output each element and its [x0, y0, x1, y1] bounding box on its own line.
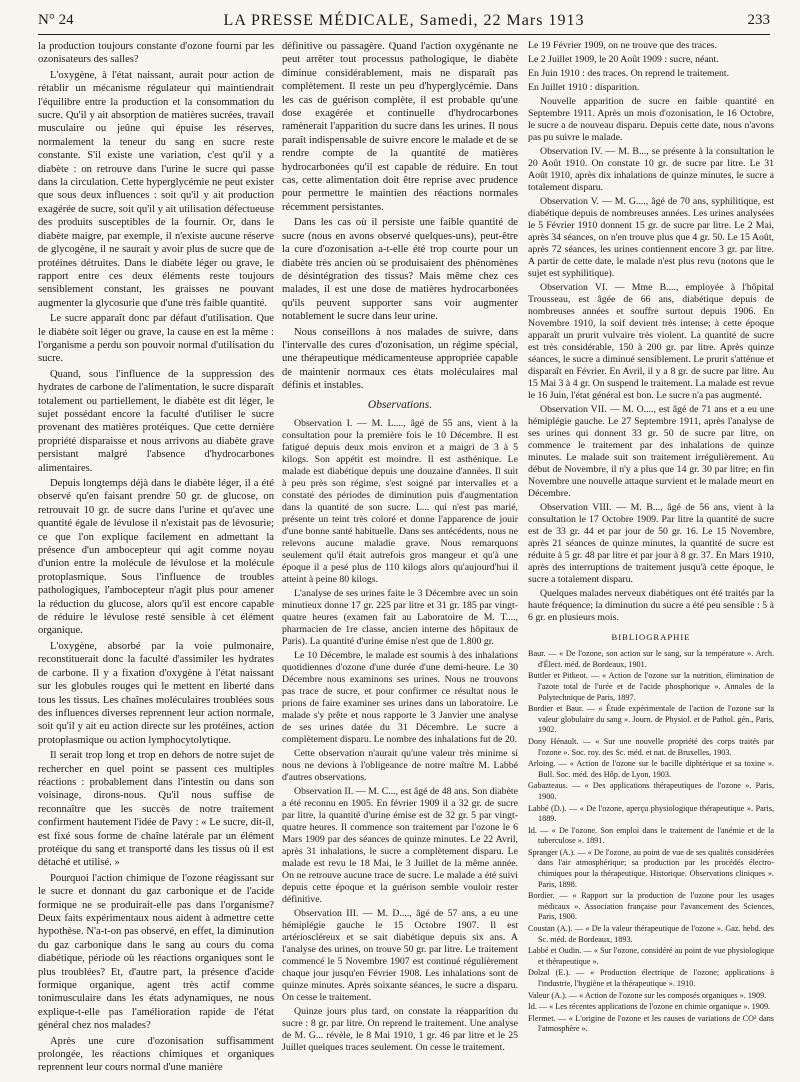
observation-paragraph: Observation VII. — M. O...., est âgé de 71 ans et a eu une hémiplégie gauche. Le 27 Septembre 1911, après l'analyse de ses urines qui donnent 33 gr. 50 de sucre par litre, on commence le traitement par des inhalations de quinze minutes. Le malade suit son traitement irrégulièrement. Au début de Novembre, il n'y a plus que 14 gr. 30 par litre; en fin Novembre une nouvelle attaque survient et le malade meurt en Décembre. [528, 404, 774, 499]
bibliography-entry: Valeur (A.). — « Action de l'ozone sur les composés organiques ». 1909. [528, 990, 767, 1000]
bibliography-entry: Coustan (A.). — « De la valeur thérapeutique de l'ozone ». Gaz. hebd. des Sc. méd. de Bordeaux, 1893. [528, 924, 774, 944]
observation-paragraph: Observation I. — M. L...., âgé de 55 ans, vient à la consultation pour la première fois le 10 Décembre. Il est fatigué depuis deux mois environ et a maigri de 3 à 5 kilogs. Son appétit est moindre. Il est asthénique. Le malade est diabétique depuis une douzaine d'années. Il suit à peu près son régime, s'est soigné par intervalles et a constaté des périodes de diminution puis d'augmentation dans la quantité de son sucre. L... qui n'est pas marié, présente un teint très coloré et donne l'apparence de jouir d'une bonne santé habituelle. Dans ses antécédents, nous ne relevons aucune maladie grave. Nous remarquons seulement qu'il était autrefois gros mangeur et qu'à une époque il a pesé plus de 110 kilogs alors qu'aujourd'hui il atteint à peine 80 kilogs. [282, 417, 518, 585]
observation-paragraph: Le 10 Décembre, le malade est soumis à des inhalations quotidiennes d'ozone d'une durée d'une demi-heure. Le 30 Décembre nous examinons ses urines. Nous ne trouvons pas trace de sucre, et pour confirmer ce résultat nous le prions de faire examiner ses urines dans un laboratoire. Le malade s'y prête et nous rapporte le 3 Janvier une analyse de ses urines datée du 31 Décembre. Le sucre a complètement disparu. Le nombre des inhalations fut de 20. [282, 649, 518, 745]
paragraph: Nous conseillons à nos malades de suivre, dans l'intervalle des cures d'ozonisation, un régime spécial, une thérapeutique médicamenteuse appropriée capable de maintenir normaux ces états moléculaires mal définis et instables. [282, 326, 518, 392]
paragraph: Pourquoi l'action chimique de l'ozone réagissant sur le sucre et donnant du gaz carbonique et de l'acide formique ne se produirait-elle pas dans l'organisme? Deux faits expérimentaux nous aident à admettre cette hypothèse. N'a-t-on pas observé, en effet, la diminution du gaz carbonique dans le sang au cours du coma diabétique, période où les réactions organiques sont le plus troublées? Et, d'autre part, la présence d'acide formique organique, agent très actif comme tonimusculaire dans les états adynamiques, ne nous explique-t-elle pas l'amélioration rapide de l'état général chez nos malades? [38, 872, 274, 1032]
bibliography-entry: Arloing. — « Action de l'ozone sur le bacille diphtérique et sa toxine ». Bull. Soc. méd. des Hôp. de Lyon, 1903. [528, 759, 774, 779]
observation-paragraph: Quinze jours plus tard, on constate la réapparition du sucre : 8 gr. par litre. On reprend le traitement. Une analyse de M. G... révèle, le 8 Mai 1910, 1 gr. 46 par litre et le 25 Juillet quelques traces seulement. On cesse le traitement. [282, 1005, 518, 1053]
bibliography-entry: Labbé (D.). — « De l'ozone, aperçu physiologique thérapeutique ». Paris, 1889. [528, 803, 774, 824]
paragraph: Depuis longtemps déjà dans le diabète léger, il a été observé qu'en faisant prendre 50 gr. de glucose, on retrouvait 10 gr. de sucre dans l'urine et qu'avec une quantité égale de lévulose il n'existait pas de lévosurie; ce que l'on explique facilement en admettant la présence d'un ambocepteur qui agit comme noyau d'union entre la molécule de lévulose et la molécule protoplasmique. Sous l'influence de troubles pathologiques, l'ambocepteur n'agit plus pour amener la réduction du glucose, alors qu'il est encore capable de réduire le lévulose resté sensible à cet élément organique. [38, 478, 274, 637]
bibliography-entry: Flermet. — « L'origine de l'ozone et les causes de variations de CO² dans l'atmosphère ». [528, 1013, 774, 1034]
observation-paragraph: Cette observation n'aurait qu'une valeur très minime si nous ne devions à l'obligeance de notre maître M. Labbé d'autres observations. [282, 747, 518, 783]
bibliography-entry: Dolzal (E.). — « Production électrique de l'ozone; applications à l'industrie, l'hygiène et la thérapeutique ». 1910. [528, 968, 774, 989]
bibliography-entry: Labbé et Oudin. — « Sur l'ozone, considéré au point de vue physiologique et thérapeutique ». [528, 946, 774, 966]
bibliography-entry: Spranger (A.). — « De l'ozone, au point de vue de ses qualités considérées dans l'air atmosphérique; sa production par les procédés électro-chimiques pour la thérapeutique. Historique. Observations cliniques ». Paris, 1898. [528, 847, 774, 889]
paragraph: L'oxygène, absorbé par la voie pulmonaire, reconstituerait donc la faculté d'assimiler les hydrates de carbone. Il y a fixation d'oxygène à l'état naissant sur les globules rouges qui le mettent en liberté dans tous les tissus. Les chaînes moléculaires troublées sous des influences diverses reprennent leur action normale, soit qu'il y ait eu action directe sur les protéines, action protoplasmique ou action lymphocytolytique. [38, 640, 274, 746]
bibliography-entry: Gabazteaus. — « Des applications thérapeutiques de l'ozone ». Paris, 1900. [528, 781, 774, 801]
bibliography-entry: Baur. — « De l'ozone, son action sur le sang, sur la température ». Arch. d'Élect. méd. de Bordeaux, 1901. [528, 649, 774, 669]
observation-paragraph: Le 19 Février 1909, on ne trouve que des traces. [528, 40, 718, 51]
observation-paragraph: L'analyse de ses urines faite le 3 Décembre avec un soin minutieux donne 17 gr. 225 par litre et 31 gr. 185 par vingt-quatre heures (examen fait au Laboratoire de M. T...., pharmacien de 1re classe, ancien interne des hôpitaux de Paris). La quantité d'urine émise n'est que de 1.800 gr. [282, 587, 518, 647]
observation-paragraph: Observation II. — M. C..., est âgé de 48 ans. Son diabète a été reconnu en 1905. En février 1909 il a 32 gr. de sucre par litre, la quantité d'urine émise est de 32 gr. 5 par vingt-quatre heures. Il commence son traitement par l'ozone le 6 Mars 1909 par des séances de quinze minutes. Le 22 Avril, après 31 inhalations, le sucre a complètement disparu. Le malade est revu le 18 Mai, le 3 Juillet de la même année. On ne retrouve aucune trace de sucre. Le malade a été suivi depuis cette époque et la guérison semble vouloir rester définitive. [282, 785, 518, 905]
journal-title: LA PRESSE MÉDICALE, Samedi, 22 Mars 1913 [223, 12, 585, 29]
paragraph: Le sucre apparaît donc par défaut d'utilisation. Que le diabète soit léger ou grave, la cause en est la même : l'organisme a perdu son pouvoir normal d'utilisation du sucre. [38, 313, 274, 365]
observation-paragraph: Nouvelle apparition de sucre en faible quantité en Septembre 1911. Après un mois d'ozonisation, le 16 Octobre, le sucre a de nouveau disparu. Depuis cette date, nous n'avons pas pu suivre le malade. [528, 96, 774, 143]
paragraph: la production toujours constante d'ozone fourni par les ozonisateurs des salles? [38, 41, 274, 66]
bibliography-list [528, 649, 774, 1035]
bibliography-entry: Dony Hénault. — « Sur une nouvelle propriété des corps traités par l'ozone ». Soc. roy. des Sc. méd. et nat. de Bruxelles, 1903. [528, 736, 774, 757]
paragraph: Dans les cas où il persiste une faible quantité de sucre (nous en avons observé quelques-uns), peut-être la cure d'ozonisation a-t-elle été trop courte pour un diabète très ancien où se produisaient des phénomènes de désintégration des tissus? Mais même chez ces malades, il est une dose de matières hydrocarbonées qu'ils peuvent supporter sans voir augmenter notablement le sucre dans leur urine. [282, 217, 518, 323]
observation-paragraph: Observation IV. — M. B..., se présente à la consultation le 20 Août 1910. On constate 10 gr. de sucre par litre. Le 31 Août 1910, après dix inhalations de quinze minutes, le sucre a totalement disparu. [528, 146, 774, 193]
observation-paragraph: Le 2 Juillet 1909, le 20 Août 1909 : sucre, néant. [528, 54, 719, 65]
observation-paragraph: Observation VIII. — M. B..., âgé de 56 ans, vient à la consultation le 17 Octobre 1909. Par litre la quantité de sucre est de 33 gr. 44 et par jour de 50 gr. 16. Le 15 Novembre, après 21 séances de quinze minutes, la quantité de sucre est réduite à 5 gr. 48 par litre et par jour à 8 gr. 37. En Mars 1910, après des interruptions de traitement jusqu'à cette époque, le sucre a totalement disparu. [528, 502, 774, 585]
issue-number: N° 24 [38, 12, 74, 28]
observation-paragraph: Observation III. — M. D...., âgé de 57 ans, a eu une hémiplégie gauche le 15 Octobre 1907. Il est artérioscléreux et se sait diabétique depuis six ans. A l'analyse des urines, on trouve 50 gr. par litre. Le traitement commencé le 5 Novembre 1907 est continué régulièrement chaque jour jusqu'en Février 1908. Les inhalations sont de quinze minutes. Après soixante séances, le sucre a disparu. On cesse le traitement. [282, 907, 518, 1003]
bibliography-entry: Bordier. — « Rapport sur la production de l'ozone pour les usages médicaux ». Association française pour l'avancement des Sciences, Paris, 1900. [528, 891, 774, 922]
observation-paragraph: Observation VI. — Mme B...., employée à l'hôpital Trousseau, est âgée de 66 ans, diabétique depuis de nombreuses années et souffre surtout depuis 1906. En Novembre 1910, la soif devient très intense; à cette époque apparaît un prurit vulvaire très violent. La quantité de sucre est très considérable, 150 à 200 gr. par litre. Après quinze séances, le sucre a diminué sensiblement. Le prurit s'atténue et disparaît en Février. En Avril, il y a 8 gr. de sucre par litre. Au 15 Mai 3 à 4 gr. On suspend le traitement. La malade est revue le 16 Juin, l'état général est bon. Le sucre n'a pas augmenté. [528, 282, 774, 401]
paragraph: Quand, sous l'influence de la suppression des hydrates de carbone de l'alimentation, le sucre disparaît totalement ou partiellement, le diabète est dit léger, le sujet possédant encore la faculté d'utiliser le sucre provenant des matières protéiques. Que cette dernière propriété disparaisse et nous arrivons au diabète grave persistant malgré l'absence d'hydrocarbones alimentaires. [38, 368, 274, 474]
paragraph: L'oxygène, à l'état naissant, aurait pour action de rétablir un mécanisme régulateur qui maintiendrait l'équilibre entre la production et la consommation du sucre. Qu'il y ait absorption de matières sucrées, travail musculaire ou jeûne qui épuise les réserves, normalement la teneur du sang en sucre reste constante. S'il existe une variation, c'est qu'il y a diabète : on retrouve dans l'urine le sucre qui passe dans la circulation. Cette hyperglycémie ne peut exister que sous deux influences : soit qu'il y ait production exagérée de sucre, soit qu'il y ait utilisation défectueuse des produits susceptibles de la fournir. Or, dans le diabète maigre, par exemple, il n'existe aucune réserve de glycogène, il ne saurait y avoir plus de sucre que de protéines détruites. Dans le diabète léger ou grave, le rapport entre ces deux éléments reste toujours sensiblement constant, les graisses ne pouvant augmenter la glycosurie que d'une très faible quantité. [38, 69, 274, 309]
paragraph: définitive ou passagère. Quand l'action oxygénante ne peut arrêter tout processus pathologique, le diabète diminue considérablement, mais ne disparaît pas complètement. Il reste un peu d'hyperglycémie. Dans les cas de guérison complète, il est probable qu'une dose exagérée et continuelle d'hydrocarbones ramènerait l'apparition du sucre dans les urines. Il nous paraît indispensable de suivre encore le malade et de se rendre compte de la quantité de matières hydrocarbonées qu'il est capable de réduire. En tout cas, cette alimentation doit être reprise avec prudence pour permettre le maintien des réactions normales récemment persistantes. [282, 41, 518, 213]
bibliography-entry: Id. — « Les récentes applications de l'ozone en chimie organique ». 1909. [528, 1002, 771, 1012]
bibliography-entry: Buttler et Pitkeot. — « Action de l'ozone sur la nutrition, élimination de l'azote total de l'urée et de l'acide phosphorique ». Annales de la Polytechnique de Paris, 1897. [528, 671, 774, 702]
paragraph: Après une cure d'ozonisation suffisamment prolongée, les réactions chimiques et organiques reprennent leur cours normal d'une manière [38, 1035, 274, 1072]
bibliography-entry: Id. — « De l'ozone. Son emploi dans le traitement de l'anémie et de la tuberculose ». 1891. [528, 825, 774, 846]
observation-paragraph: Quelques malades nerveux diabétiques ont été traités par la haute fréquence; la diminution du sucre a été peu sensible : 5 à 6 gr. en plusieurs mois. [528, 588, 774, 623]
bibliography-entry: Bordier et Baur. — « Étude expérimentale de l'action de l'ozone sur la valeur globulaire du sang ». Journ. de Physiol. et de Pathol. gén., Paris, 1902. [528, 704, 774, 735]
page-number: 233 [747, 12, 770, 28]
observation-paragraph: En Juin 1910 : des traces. On reprend le traitement. [528, 68, 730, 79]
observation-paragraph: En Juillet 1910 : disparition. [528, 82, 640, 93]
column-3 [528, 40, 774, 1072]
section-heading: Observations. [367, 398, 433, 411]
paragraph: Il serait trop long et trop en dehors de notre sujet de rechercher en quel point se passent ces multiples réactions : probablement dans l'intestin ou dans son voisinage, dirons-nous. Qu'il nous suffise de reconnaître que les succès de notre traitement confirment hautement l'idée de Pavy : « Le sucre, dit-il, est fixé sous forme de chaîne latérale par un élément protéique du sang et transporté dans les tissus où il est détaché et utilisé. » [38, 750, 274, 869]
column-1 [38, 40, 274, 1072]
observation-paragraph: Observation V. — M. G...., âgé de 70 ans, syphilitique, est diabétique depuis de nombreuses années. Les urines analysées le 5 Février 1910 donnent 15 gr. de sucre par litre. Le 2 Mai, après 34 séances, on n'en trouve plus que 4 gr. 50. Le 15 Août, après 72 séances, les urines contiennent encore 3 gr. par litre. A partir de cette date, le malade n'est plus revu (notons que le sujet est syphilitique). [528, 196, 774, 279]
bibliography-heading: BIBLIOGRAPHIE [611, 632, 691, 642]
page-header [38, 10, 770, 35]
column-2 [282, 40, 518, 1072]
